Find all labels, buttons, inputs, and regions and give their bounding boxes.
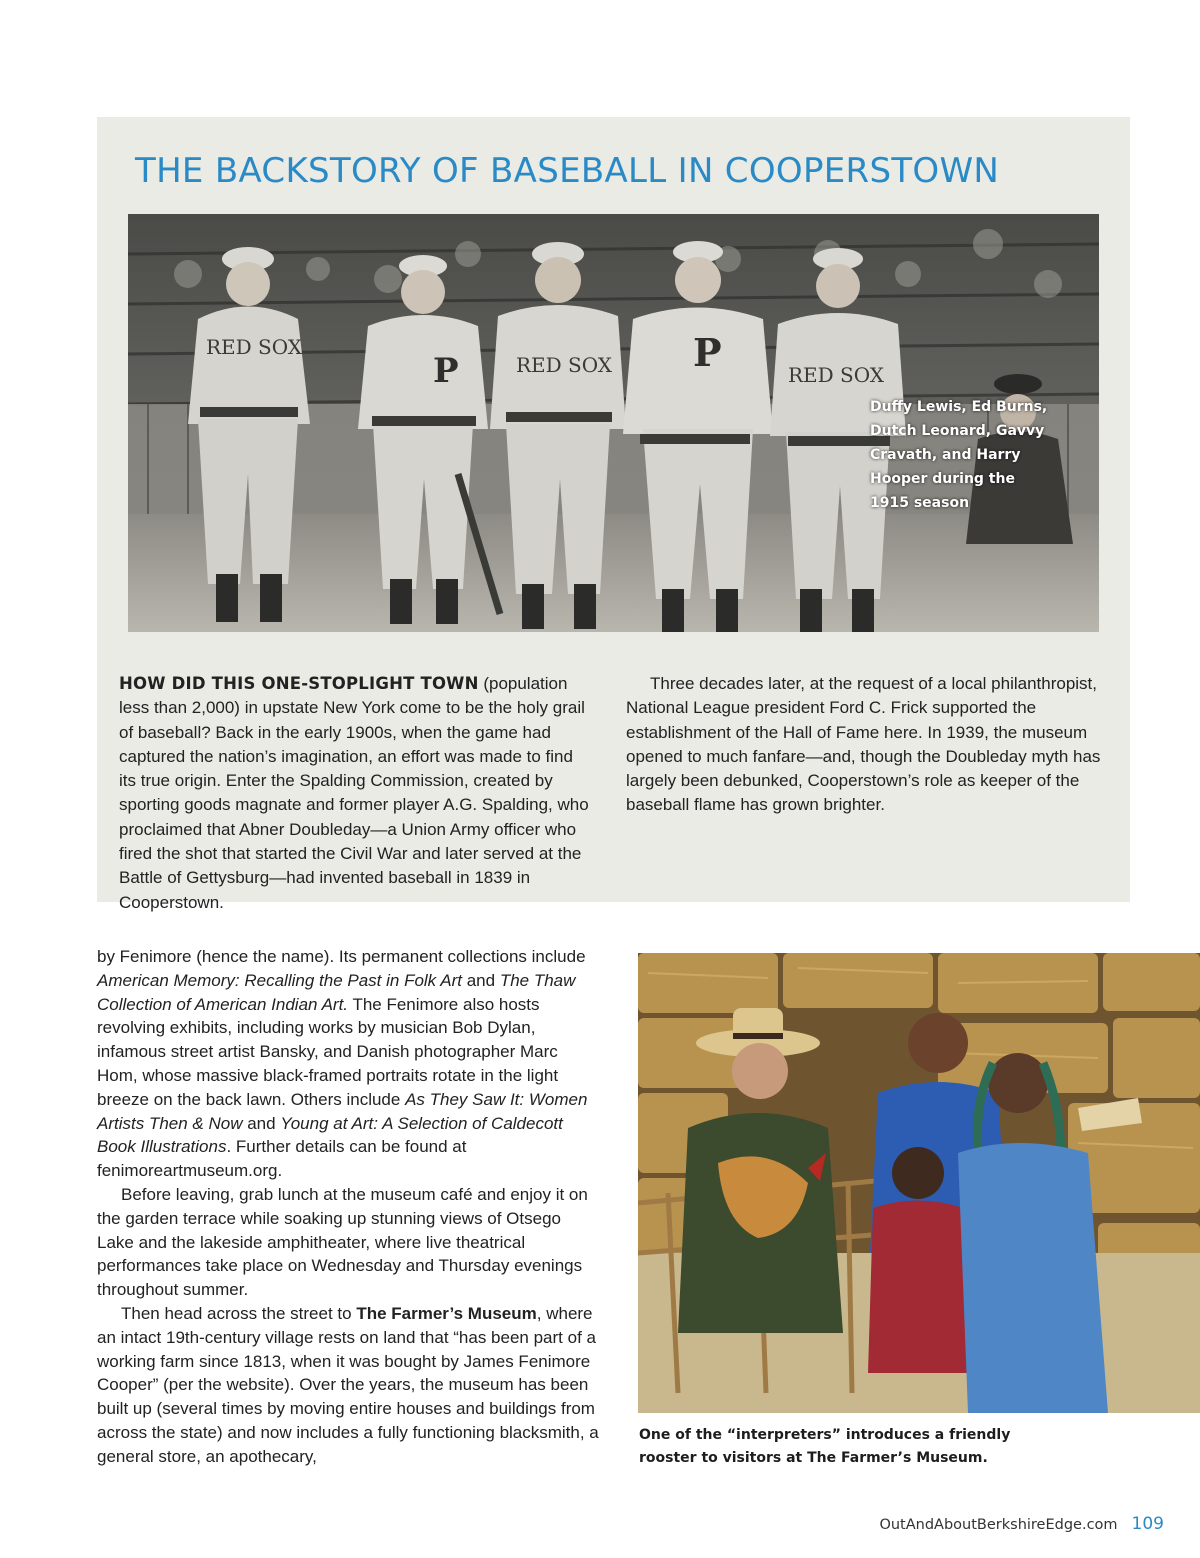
jersey-text-4: P	[693, 330, 722, 375]
sidebar-text-column-left	[119, 672, 589, 915]
sidebar-paragraph-1-part-a	[119, 672, 589, 915]
text-run: Then head across the street to	[121, 1303, 357, 1323]
main-paragraph-1	[97, 945, 602, 1183]
page-number: 109	[1131, 1514, 1164, 1534]
farmers-museum-name: The Farmer’s Museum	[356, 1303, 537, 1323]
sidebar-box	[97, 117, 1130, 912]
title-american-memory: American Memory: Recalling the Past in Folk Art	[97, 970, 462, 990]
text-run: . Further details can be found at fenimoreartmuseum.org.	[97, 1137, 467, 1181]
title-young-at-art: Young at Art: A Selection of Caldecott Book Illustrations	[97, 1113, 563, 1157]
jersey-text-1: RED SOX	[206, 335, 303, 359]
title-thaw-collection: The Thaw Collection of American Indian Art.	[97, 970, 576, 1014]
text-run: and	[462, 970, 500, 990]
title-as-they-saw-it: As They Saw It: Women Artists Then & Now	[97, 1089, 588, 1133]
text-run: and	[242, 1113, 281, 1133]
sidebar-text-column-right	[626, 672, 1106, 818]
page-footer	[879, 1514, 1164, 1534]
main-text-column	[97, 945, 602, 1469]
sidebar-paragraph-2: Three decades later, at the request of a local philanthropist, National League president Ford C. Frick supported the establishment of the Hall of Fame here. In 1939, the museum opened to much fanfare—and, though the Doubleday myth has largely been debunked, Cooperstown’s role as keeper of the baseball flame has grown brighter.	[626, 674, 1101, 815]
jersey-text-3: RED SOX	[516, 353, 613, 377]
sidebar-paragraph-1-text: (population less than 2,000) in upstate New York come to be the holy grail of baseball? Back in the early 1900s, when the game had captured the nation’s imagination, an effort was made to find its true origin. Enter the Spalding Commission, created by sporting goods magnate and former player A.G. Spalding, who proclaimed that Abner Doubleday—a Union Army officer who fired the shot that started the Civil War and later served at the Battle of Gettysburg—had invented baseball in 1839 in Cooperstown.	[119, 674, 589, 912]
sidebar-lead-in: HOW DID THIS ONE-STOPLIGHT TOWN	[119, 674, 479, 693]
main-paragraph-3	[97, 1302, 602, 1469]
farmers-museum-photo	[638, 953, 1200, 1413]
jersey-text-2: P	[433, 351, 459, 391]
text-run: by Fenimore (hence the name). Its permanent collections include	[97, 947, 586, 966]
barn-photo-illustration	[638, 953, 1200, 1413]
jersey-text-5: RED SOX	[788, 363, 885, 387]
farmers-museum-caption: One of the “interpreters” introduces a friendly rooster to visitors at The Farmer’s Museum.	[639, 1427, 1011, 1466]
text-run: , where an intact 19th-century village rests on land that “has been part of a working farm since 1813, when it was bought by James Fenimore Cooper” (per the website). Over the years, the museum has been built up (several times by moving entire houses and buildings from across the state) and now includes a fully functioning blacksmith, a general store, an apothecary,	[97, 1303, 599, 1466]
sidebar-title: THE BACKSTORY OF BASEBALL IN COOPERSTOWN	[135, 151, 1000, 191]
main-paragraph-2: Before leaving, grab lunch at the museum café and enjoy it on the garden terrace while soaking up stunning views of Otsego Lake and the lakeside amphitheater, where live theatrical performances take place on Wednesday and Thursday evenings throughout summer.	[97, 1184, 588, 1300]
footer-website: OutAndAboutBerkshireEdge.com	[879, 1517, 1118, 1533]
baseball-photo-caption: Duffy Lewis, Ed Burns, Dutch Leonard, Gavvy Cravath, and Harry Hooper during the 1915 season	[870, 399, 1048, 511]
text-run: The Fenimore also hosts revolving exhibits, including works by musician Bob Dylan, infamous street artist Bansky, and Danish photographer Marc Hom, whose massive black-framed portraits rotate in the light breeze on the back lawn. Others include	[97, 994, 559, 1109]
